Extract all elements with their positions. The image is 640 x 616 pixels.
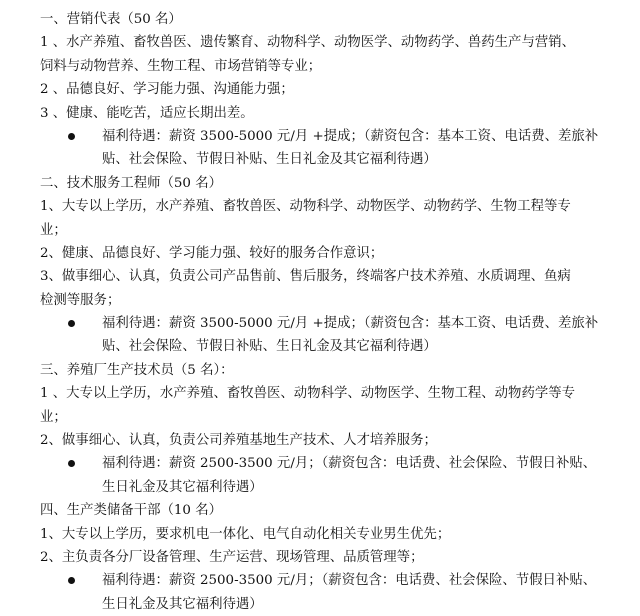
section-heading: 二、技术服务工程师（50 名） <box>40 175 222 191</box>
bullet-dot-icon <box>68 125 80 148</box>
requirement-line: 3 、健康、能吃苦，适应长期出差。 <box>40 105 254 121</box>
benefit-bullet <box>40 312 626 359</box>
section-heading: 一、营销代表（50 名） <box>40 12 182 27</box>
requirement-line: 1、大专以上学历，水产养殖、畜牧兽医、动物科学、动物医学、动物药学、生物工程等专 <box>40 199 571 215</box>
section-production-reserve-cadre <box>40 499 626 616</box>
requirement-line: 饲料与动物营养、生物工程、市场营销等专业； <box>40 58 322 74</box>
requirement-line: 2、做事细心、认真，负责公司养殖基地生产技术、人才培养服务； <box>40 433 437 449</box>
requirement-line: 2、健康、品德良好、学习能力强、较好的服务合作意识； <box>40 245 384 261</box>
requirement-line: 业； <box>40 222 67 238</box>
requirement-line: 1 、水产养殖、畜牧兽医、遗传繁育、动物科学、动物医学、动物药学、兽药生产与营销、 <box>40 35 576 51</box>
benefit-line: 福利待遇：薪资 3500-5000 元/月 +提成；（薪资包含：基本工资、电话费、差旅补 <box>102 316 599 332</box>
section-sales-representative <box>40 8 626 172</box>
benefit-line: 福利待遇：薪资 2500-3500 元/月；（薪资包含：电话费、社会保险、节假日补贴、 <box>102 456 597 472</box>
requirement-line: 1 、大专以上学历，水产养殖、畜牧兽医、动物科学、动物医学、生物工程、动物药学等专 <box>40 386 576 402</box>
requirement-line: 3、做事细心、认真，负责公司产品售前、售后服务，终端客户技术养殖、水质调理、鱼病 <box>40 269 571 285</box>
benefit-line: 贴、社会保险、节假日补贴、生日礼金及其它福利待遇） <box>102 339 437 355</box>
bullet-dot-icon <box>68 452 80 475</box>
section-technical-service-engineer <box>40 172 626 359</box>
benefit-line: 生日礼金及其它福利待遇） <box>102 596 263 612</box>
benefit-line: 福利待遇：薪资 3500-5000 元/月 +提成；（薪资包含：基本工资、电话费、差旅补 <box>102 128 599 144</box>
bullet-dot-icon <box>68 569 80 592</box>
benefit-line: 福利待遇：薪资 2500-3500 元/月；（薪资包含：电话费、社会保险、节假日补贴、 <box>102 573 597 589</box>
requirement-line: 2、主负责各分厂设备管理、生产运营、现场管理、品质管理等； <box>40 549 424 565</box>
requirement-line: 检测等服务； <box>40 292 121 308</box>
section-heading: 四、生产类储备干部（10 名） <box>40 503 222 519</box>
section-farm-technician <box>40 359 626 499</box>
benefit-bullet <box>40 569 626 616</box>
benefit-bullet <box>40 452 626 499</box>
requirement-line: 1、大专以上学历，要求机电一体化、电气自动化相关专业男生优先； <box>40 526 451 542</box>
section-heading: 三、养殖厂生产技术员（5 名）： <box>40 362 234 378</box>
benefit-line: 生日礼金及其它福利待遇） <box>102 479 263 495</box>
requirement-line: 业； <box>40 409 67 425</box>
bullet-dot-icon <box>68 312 80 335</box>
benefit-line: 贴、社会保险、节假日补贴、生日礼金及其它福利待遇） <box>102 152 437 168</box>
benefit-bullet <box>40 125 626 172</box>
requirement-line: 2 、品德良好、学习能力强、沟通能力强； <box>40 82 294 98</box>
